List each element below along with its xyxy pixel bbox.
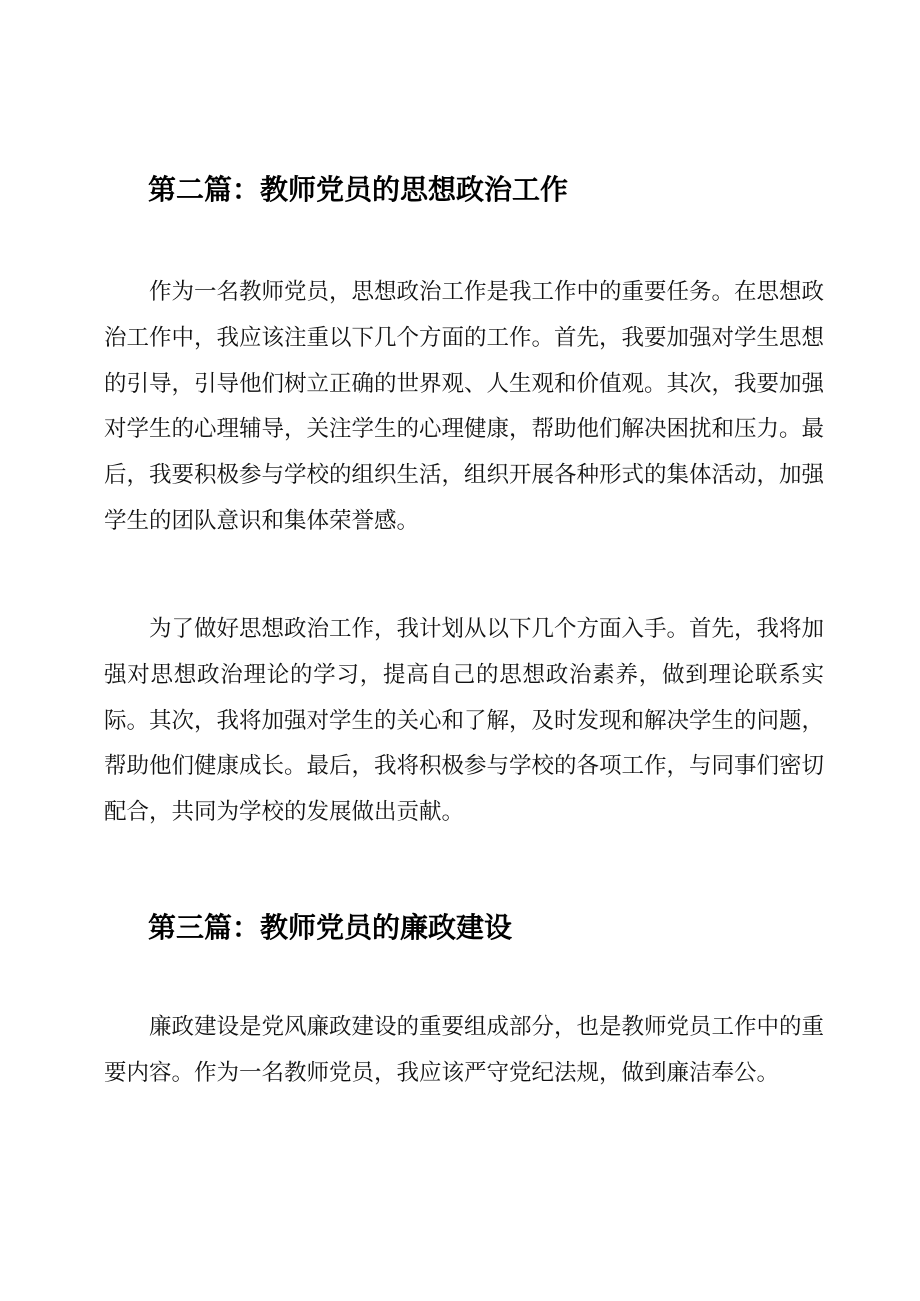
section-2-paragraph-1: 作为一名教师党员，思想政治工作是我工作中的重要任务。在思想政治工作中，我应该注重以下几个方面的工作。首先，我要加强对学生思想的引导，引导他们树立正确的世界观、人生观和价值观。其次，我要加强对学生的心理辅导，关注学生的心理健康，帮助他们解决困扰和压力。最后，我要积极参与学校的组织生活，组织开展各种形式的集体活动，加强学生的团队意识和集体荣誉感。 (104, 279, 825, 534)
section-heading-3: 第三篇：教师党员的廉政建设 (148, 911, 513, 944)
section-3-paragraph-1: 廉政建设是党风廉政建设的重要组成部分，也是教师党员工作中的重要内容。作为一名教师党员，我应该严守党纪法规，做到廉洁奉公。 (104, 1014, 825, 1086)
section-2-paragraph-2: 为了做好思想政治工作，我计划从以下几个方面入手。首先，我将加强对思想政治理论的学习，提高自己的思想政治素养，做到理论联系实际。其次，我将加强对学生的关心和了解，及时发现和解决学生的问题，帮助他们健康成长。最后，我将积极参与学校的各项工作，与同事们密切配合，共同为学校的发展做出贡献。 (104, 616, 825, 826)
section-heading-2: 第二篇：教师党员的思想政治工作 (148, 173, 569, 206)
